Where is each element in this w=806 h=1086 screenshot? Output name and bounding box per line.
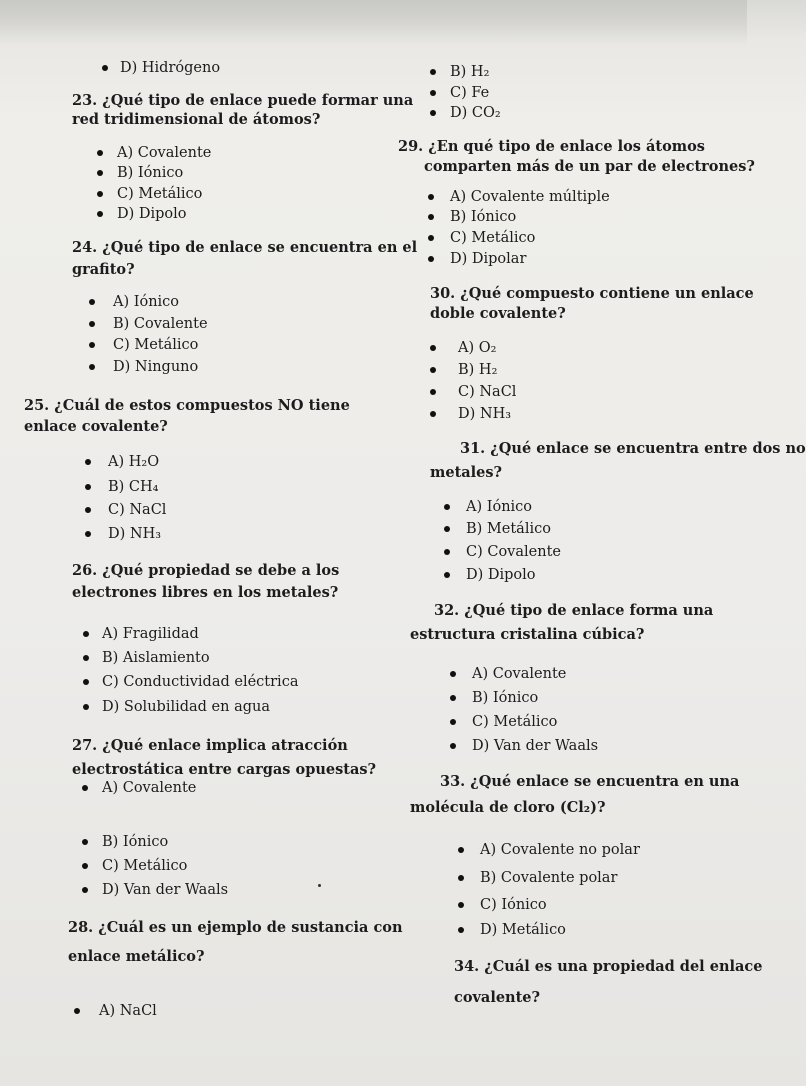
answer-option-d-dipolo: [466, 565, 536, 585]
answer-option-text: B) Iónico: [102, 834, 169, 850]
answer-option-text: B) Aislamiento: [102, 650, 210, 666]
answer-option-a-fragilidad: [102, 624, 199, 644]
bullet-icon: [82, 887, 88, 893]
answer-option-text: C) Conductividad eléctrica: [102, 674, 299, 690]
answer-option-text: A) O₂: [458, 340, 497, 356]
answer-option-text: A) NaCl: [99, 1003, 157, 1019]
answer-option-d-hidrogeno: [120, 58, 220, 78]
answer-option-text: A) Covalente: [472, 666, 567, 682]
answer-option-b-aislamiento: [102, 648, 210, 668]
answer-option-text: B) Iónico: [472, 690, 539, 706]
answer-option-text: A) Covalente múltiple: [450, 189, 610, 205]
left-question-line1: 28. ¿Cuál es un ejemplo de sustancia con: [68, 919, 403, 936]
bullet-icon: [82, 863, 88, 869]
bullet-icon: [428, 256, 434, 262]
bullet-icon: [458, 875, 464, 881]
left-question-line1: 25. ¿Cuál de estos compuestos NO tiene: [24, 397, 350, 414]
answer-option-a-covalente: [117, 143, 211, 163]
answer-option-text: D) Solubilidad en agua: [102, 699, 270, 715]
answer-option-text: D) Dipolar: [450, 251, 527, 267]
bullet-icon: [450, 695, 456, 701]
answer-option-c-fe: [450, 83, 489, 103]
answer-option-text: B) Iónico: [450, 209, 517, 225]
answer-option-a-h-o: [108, 452, 159, 472]
answer-option-c-ionico: [480, 895, 547, 915]
page-top-shadow: [0, 0, 747, 46]
answer-option-c-conductividad-electrica: [102, 672, 298, 692]
bullet-icon: [82, 785, 88, 791]
answer-option-a-covalente: [102, 778, 196, 798]
answer-option-text: C) Metálico: [450, 230, 536, 246]
bullet-icon: [102, 65, 108, 71]
left-question-line2: electrostática entre cargas opuestas?: [72, 761, 377, 778]
bullet-icon: [428, 235, 434, 241]
bullet-icon: [83, 679, 89, 685]
left-question-line2: grafito?: [72, 261, 135, 278]
answer-option-text: B) Metálico: [466, 521, 551, 537]
answer-option-text: C) NaCl: [108, 502, 167, 518]
answer-option-b-metalico: [466, 519, 551, 539]
right-question-line1: 29. ¿En qué tipo de enlace los átomos: [398, 138, 705, 155]
answer-option-text: C) Metálico: [117, 186, 203, 202]
answer-option-text: D) Dipolo: [466, 567, 536, 583]
answer-option-a-nacl: [99, 1001, 157, 1021]
right-question-line2: estructura cristalina cúbica?: [410, 626, 645, 643]
bullet-icon: [85, 531, 91, 537]
answer-option-text: A) Covalente: [117, 145, 212, 161]
answer-option-d-ninguno: [113, 357, 198, 377]
answer-option-text: D) Van der Waals: [102, 882, 229, 898]
bullet-icon: [444, 526, 450, 532]
bullet-icon: [83, 631, 89, 637]
answer-option-text: B) CH₄: [108, 479, 159, 495]
bullet-icon: [450, 719, 456, 725]
bullet-icon: [430, 389, 436, 395]
answer-option-text: B) Covalente: [113, 316, 208, 332]
bullet-icon: [444, 549, 450, 555]
answer-option-text: B) Iónico: [117, 165, 184, 181]
answer-option-text: A) Covalente no polar: [480, 842, 640, 858]
bullet-icon: [83, 704, 89, 710]
bullet-icon: [458, 847, 464, 853]
bullet-icon: [430, 345, 436, 351]
answer-option-text: C) Fe: [450, 85, 490, 101]
answer-option-c-covalente: [466, 542, 561, 562]
answer-option-b-ionico: [472, 688, 538, 708]
bullet-icon: [82, 839, 88, 845]
bullet-icon: [89, 321, 95, 327]
answer-option-b-h: [458, 360, 497, 380]
bullet-icon: [97, 211, 103, 217]
answer-option-text: B) Covalente polar: [480, 870, 618, 886]
answer-option-b-h: [450, 62, 489, 82]
answer-option-b-ionico: [450, 207, 516, 227]
right-question-line1: 32. ¿Qué tipo de enlace forma una: [434, 602, 714, 619]
answer-option-b-ionico: [117, 163, 183, 183]
bullet-icon: [430, 110, 436, 116]
answer-option-a-covalente: [472, 664, 566, 684]
bullet-icon: [444, 572, 450, 578]
answer-option-d-metalico: [480, 920, 566, 940]
left-question-line2: red tridimensional de átomos?: [72, 111, 321, 128]
answer-option-c-metalico: [472, 712, 557, 732]
answer-option-text: C) Iónico: [480, 897, 547, 913]
bullet-icon: [97, 170, 103, 176]
bullet-icon: [83, 655, 89, 661]
bullet-icon: [444, 504, 450, 510]
answer-option-a-covalente-multiple: [450, 187, 610, 207]
bullet-icon: [74, 1008, 80, 1014]
right-question-line2: covalente?: [454, 989, 541, 1006]
answer-option-text: D) Hidrógeno: [120, 60, 221, 76]
right-question-line2: doble covalente?: [430, 305, 566, 322]
answer-option-text: B) H₂: [458, 362, 498, 378]
bullet-icon: [430, 69, 436, 75]
answer-option-text: A) Fragilidad: [102, 626, 199, 642]
answer-option-d-solubilidad-en-agua: [102, 697, 270, 717]
left-question-line1: 24. ¿Qué tipo de enlace se encuentra en el: [72, 239, 418, 256]
answer-option-c-metalico: [117, 184, 202, 204]
answer-option-text: D) NH₃: [108, 526, 162, 542]
bullet-icon: [430, 90, 436, 96]
left-question-line2: enlace covalente?: [24, 418, 168, 435]
answer-option-d-dipolar: [450, 249, 526, 269]
answer-option-a-o: [458, 338, 496, 358]
answer-option-b-ch: [108, 477, 158, 497]
answer-option-c-nacl: [108, 500, 166, 520]
right-question-line1: 30. ¿Qué compuesto contiene un enlace: [430, 285, 754, 302]
right-question-line2: comparten más de un par de electrones?: [424, 158, 755, 175]
answer-option-text: B) H₂: [450, 64, 490, 80]
paper-speck: [318, 884, 321, 887]
bullet-icon: [450, 671, 456, 677]
answer-option-a-ionico: [466, 497, 532, 517]
bullet-icon: [428, 214, 434, 220]
bullet-icon: [85, 507, 91, 513]
answer-option-text: D) NH₃: [458, 406, 512, 422]
bullet-icon: [458, 902, 464, 908]
left-question-line2: electrones libres en los metales?: [72, 584, 339, 601]
answer-option-d-dipolo: [117, 204, 187, 224]
answer-option-d-van-der-waals: [102, 880, 228, 900]
bullet-icon: [97, 150, 103, 156]
answer-option-text: A) H₂O: [108, 454, 160, 470]
bullet-icon: [89, 342, 95, 348]
bullet-icon: [97, 191, 103, 197]
answer-option-text: A) Covalente: [102, 780, 197, 796]
bullet-icon: [89, 364, 95, 370]
answer-option-text: D) Metálico: [480, 922, 566, 938]
bullet-icon: [430, 367, 436, 373]
answer-option-d-co: [450, 103, 501, 123]
answer-option-c-metalico: [113, 335, 198, 355]
answer-option-b-ionico: [102, 832, 168, 852]
answer-option-d-nh: [108, 524, 161, 544]
answer-option-b-covalente-polar: [480, 868, 617, 888]
answer-option-text: D) Van der Waals: [472, 738, 599, 754]
answer-option-d-van-der-waals: [472, 736, 598, 756]
bullet-icon: [430, 411, 436, 417]
left-question-line1: 27. ¿Qué enlace implica atracción: [72, 737, 348, 754]
answer-option-text: A) Iónico: [113, 294, 180, 310]
answer-option-text: D) Dipolo: [117, 206, 187, 222]
answer-option-d-nh: [458, 404, 511, 424]
answer-option-text: C) NaCl: [458, 384, 517, 400]
answer-option-c-nacl: [458, 382, 516, 402]
bullet-icon: [89, 299, 95, 305]
right-question-line1: 31. ¿Qué enlace se encuentra entre dos no: [460, 440, 806, 457]
answer-option-text: A) Iónico: [466, 499, 533, 515]
right-question-line1: 33. ¿Qué enlace se encuentra en una: [440, 773, 740, 790]
answer-option-a-ionico: [113, 292, 179, 312]
right-question-line2: metales?: [430, 464, 503, 481]
bullet-icon: [450, 743, 456, 749]
left-question-line1: 26. ¿Qué propiedad se debe a los: [72, 562, 340, 579]
answer-option-c-metalico: [102, 856, 187, 876]
answer-option-text: C) Metálico: [472, 714, 558, 730]
answer-option-text: D) Ninguno: [113, 359, 199, 375]
left-question-line2: enlace metálico?: [68, 948, 205, 965]
answer-option-text: C) Metálico: [102, 858, 188, 874]
answer-option-b-covalente: [113, 314, 208, 334]
right-question-line1: 34. ¿Cuál es una propiedad del enlace: [454, 958, 763, 975]
bullet-icon: [428, 194, 434, 200]
answer-option-text: D) CO₂: [450, 105, 501, 121]
bullet-icon: [458, 927, 464, 933]
answer-option-c-metalico: [450, 228, 535, 248]
answer-option-text: C) Metálico: [113, 337, 199, 353]
bullet-icon: [85, 484, 91, 490]
bullet-icon: [85, 459, 91, 465]
right-question-line2: molécula de cloro (Cl₂)?: [410, 799, 606, 816]
left-question-line1: 23. ¿Qué tipo de enlace puede formar una: [72, 92, 414, 109]
answer-option-a-covalente-no-polar: [480, 840, 640, 860]
answer-option-text: C) Covalente: [466, 544, 561, 560]
